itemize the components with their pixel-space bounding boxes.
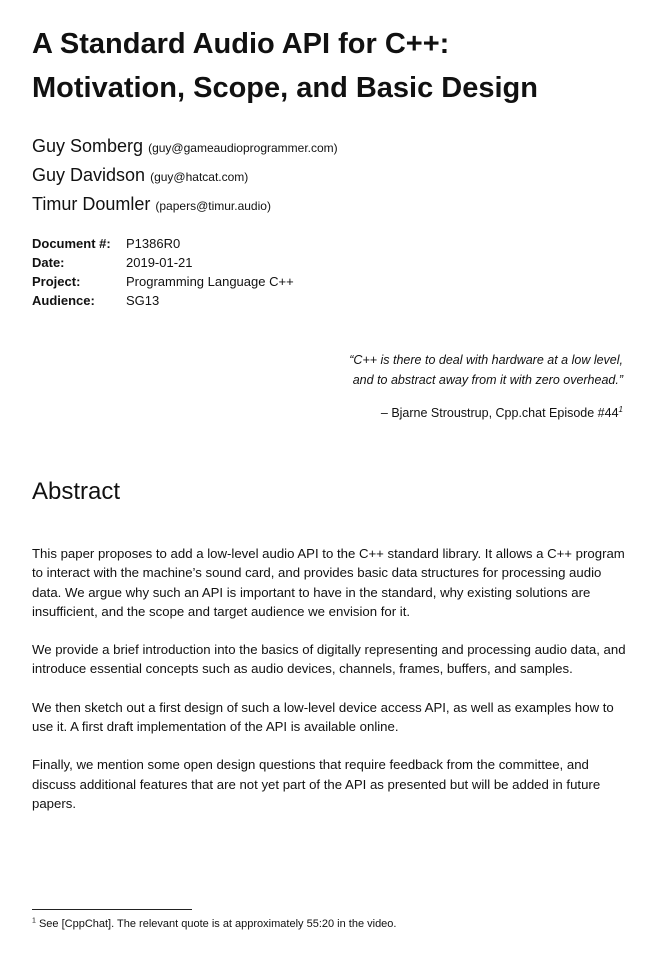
footnote-text: See [CppChat]. The relevant quote is at approximately 55:20 in the video.: [35, 918, 397, 930]
epigraph-line-1: “C++ is there to deal with hardware at a low level,: [349, 353, 623, 367]
abstract-paragraph: We then sketch out a first design of such a low-level device access API, as well as examples how to use it. A first draft implementation of the API is available online.: [32, 699, 614, 735]
epigraph-line-2: and to abstract away from it with zero overhead.”: [352, 373, 623, 387]
epigraph-attribution: [260, 403, 623, 423]
author-entry: [32, 162, 652, 191]
author-list: [32, 133, 652, 220]
metadata-row: [32, 253, 294, 272]
metadata-value: 2019-01-21: [126, 255, 193, 270]
footnote-mark: 1: [32, 917, 36, 925]
title-line-1: A Standard Audio API for C++:: [32, 28, 450, 60]
abstract-heading: Abstract: [32, 478, 121, 505]
attribution-text: – Bjarne Stroustrup, Cpp.chat Episode #44: [380, 406, 619, 420]
author-name: Guy Davidson: [32, 165, 146, 185]
author-name: Timur Doumler: [32, 194, 151, 214]
title-line-2: Motivation, Scope, and Basic Design: [32, 72, 538, 104]
author-email: (guy@hatcat.com): [150, 170, 249, 184]
metadata-value: Programming Language C++: [126, 274, 294, 289]
author-entry: [32, 133, 652, 162]
epigraph: [260, 350, 623, 423]
abstract-paragraph: We provide a brief introduction into the basics of digitally representing and processing audio data, and introduce essential concepts such as audio devices, channels, frames, buffers, and samples.: [32, 642, 626, 677]
footnote-divider: [32, 909, 192, 910]
metadata-value: P1386R0: [126, 236, 181, 251]
abstract-paragraph: Finally, we mention some open design questions that require feedback from the committee, and discuss additional features that are not yet part of the API as presented but will be added in future papers.: [32, 757, 601, 811]
author-email: (papers@timur.audio): [155, 199, 271, 213]
paper-title: [32, 22, 652, 110]
footnote: [32, 916, 396, 932]
metadata-label: Document #:: [32, 236, 111, 251]
footnote-reference[interactable]: 1: [618, 404, 623, 414]
metadata-value: SG13: [126, 293, 160, 308]
metadata-row: [32, 272, 294, 291]
author-entry: [32, 191, 652, 220]
abstract-paragraph: This paper proposes to add a low-level audio API to the C++ standard library. It allows a C++ program to interact with the machine’s sound card, and provides basic data structures for processing audio data. We argue why such an API is important to have in the standard, why existing solutions are insufficient, and the scope and target audience we envision for it.: [32, 546, 625, 619]
metadata-label: Date:: [32, 255, 65, 270]
metadata-label: Audience:: [32, 293, 95, 308]
metadata-row: [32, 234, 294, 253]
metadata-label: Project:: [32, 274, 81, 289]
abstract-body: [32, 544, 632, 832]
metadata-row: [32, 291, 294, 310]
author-name: Guy Somberg: [32, 136, 144, 156]
author-email: (guy@gameaudioprogrammer.com): [148, 141, 338, 155]
document-metadata: [32, 234, 294, 310]
